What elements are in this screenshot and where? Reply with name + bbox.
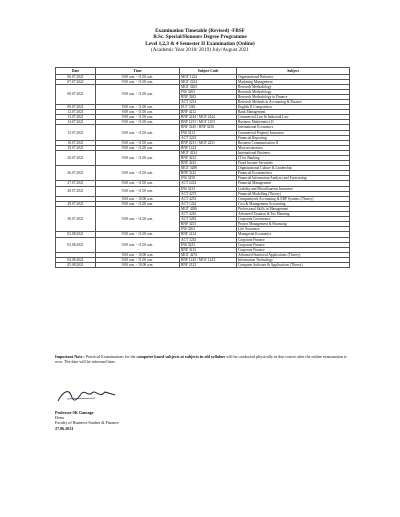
cell-time: 9.00 a.m. - 11.00 a.m. (96, 115, 180, 120)
cell-subject-code: ACT 4253 (180, 196, 237, 201)
cell-time: 9.00 a.m. - 11.00 a.m. (96, 206, 180, 231)
cell-subject-code: ACT 4243 (180, 212, 237, 217)
cell-subject: Macroeconomics (237, 145, 350, 150)
cell-subject: Research Methodology (237, 89, 350, 94)
cell-subject: Business Communication II (237, 140, 350, 145)
cell-subject: Business Mathematics II (237, 120, 350, 125)
cell-subject: Advanced Statistical Applications (Theory) (237, 252, 350, 257)
cell-subject-code: ACT 1224 (180, 201, 237, 206)
header-programme: B.Sc. Special/Honours Degree Programme (153, 34, 247, 41)
table-row (56, 262, 350, 267)
cell-subject: Financial Reporting (237, 135, 350, 140)
cell-time: 9.00 a.m. - 11.00 a.m. (96, 237, 180, 252)
cell-time: 9.00 a.m. - 10.00 a.m. (96, 196, 180, 201)
cell-subject-code: MGT 2224 (180, 79, 237, 84)
cell-subject: Financial Modelling (Theory) (237, 191, 350, 196)
cell-subject: Marketing Management (237, 79, 350, 84)
cell-date: 26.07.2021 (56, 166, 96, 181)
cell-subject-code: MGT 4274 (180, 252, 237, 257)
col-header-code: Subject Code (180, 68, 237, 75)
cell-subject: Cost & Management Accounting (237, 201, 350, 206)
cell-subject-code: ELT 1240 (180, 105, 237, 110)
cell-date: 20.07.2021 (56, 150, 96, 165)
cell-subject: Liability and Miscellaneous Insurance (237, 186, 350, 191)
important-note (55, 354, 355, 365)
cell-subject: Project Management & Financing (237, 222, 350, 227)
cell-subject: Computerized Accounting & ERP Systems (Theory) (237, 196, 350, 201)
cell-subject-code: ACT 3263 (180, 217, 237, 222)
cell-time: 9.00 a.m. - 11.00 a.m. (96, 79, 180, 84)
cell-date: 05.08.2021 (56, 262, 96, 267)
cell-date: 09.07.2021 (56, 105, 96, 110)
cell-date: 30.07.2021 (56, 206, 96, 231)
cell-subject-code: ACT 3214 (180, 99, 237, 104)
cell-subject: Computer Software & Applications (Theory) (237, 262, 350, 267)
cell-subject-code: BNF 1243 / MGT 1243 (180, 257, 237, 262)
cell-subject: Commercial Law & Industrial Law (237, 115, 350, 120)
cell-date: 08.07.2021 (56, 84, 96, 104)
col-header-time: Time (96, 68, 180, 75)
cell-subject: Advanced Taxation & Tax Planning (237, 212, 350, 217)
cell-subject-code: BNF 3253 (180, 222, 237, 227)
cell-subject-code: BNF 3222 (180, 171, 237, 176)
cell-subject: IT for Banking (237, 156, 350, 161)
cell-date: 15.07.2021 (56, 125, 96, 140)
cell-time: 9.00 a.m. - 11.00 a.m. (96, 181, 180, 186)
cell-date: 19.07.2021 (56, 145, 96, 150)
cell-time: 9.00 a.m. - 11.00 a.m. (96, 120, 180, 125)
cell-subject-code: ACT 3223 (180, 135, 237, 140)
signer-name: Professor SK Gamage (55, 410, 94, 415)
cell-subject: Financial Management (237, 181, 350, 186)
cell-time: 9.00 a.m. - 10.00 a.m. (96, 262, 180, 267)
cell-subject-code: BNF 1253 / MGT 1253 (180, 120, 237, 125)
cell-subject-code: INS 3263 (180, 227, 237, 232)
signer-faculty: Faculty of Business Studies & Finance (55, 420, 119, 426)
cell-date: 27.07.2021 (56, 181, 96, 186)
cell-subject-code: BNF 3245 / BNF 3250 (180, 125, 237, 130)
cell-subject: Information Technology (237, 257, 350, 262)
cell-subject: Corporate Finance (237, 237, 350, 242)
cell-subject: Fixed Income Securities (237, 161, 350, 166)
cell-date: 28.07.2021 (56, 186, 96, 196)
cell-date: 06.07.2021 (56, 74, 96, 79)
cell-subject-code: INS 3213 (180, 130, 237, 135)
cell-subject: Organizational Culture & Leadership (237, 166, 350, 171)
document-header (0, 28, 400, 54)
signer-block (55, 410, 119, 431)
header-level: Level 1,2,3 & 4 Semester II Examination (Online) (145, 40, 255, 47)
cell-time: 9.00 a.m. - 11.00 a.m. (96, 84, 180, 104)
cell-subject-code: BNF 3263 (180, 94, 237, 99)
timetable (55, 67, 350, 268)
cell-subject: Professional Skills in Management (237, 206, 350, 211)
cell-subject-code: BNF 3213 (180, 247, 237, 252)
signature-image (55, 385, 125, 407)
col-header-date: Date (56, 68, 96, 75)
cell-time: 9.00 a.m. - 11.00 a.m. (96, 105, 180, 110)
cell-subject: Research Methodology (237, 84, 350, 89)
cell-date: 12.07.2021 (56, 110, 96, 115)
cell-subject-code: INS 3233 (180, 186, 237, 191)
cell-subject-code: BNF 2214 (180, 232, 237, 237)
timetable-body (56, 74, 350, 268)
cell-date: 07.07.2022 (56, 79, 96, 84)
col-header-subject: Subject (237, 68, 350, 75)
cell-subject-code: MGT 4234 (180, 150, 237, 155)
cell-subject-code: BNF 1224 (180, 145, 237, 150)
cell-subject: International Economics (237, 125, 350, 130)
cell-subject-code: MGT 3263 (180, 84, 237, 89)
cell-date: 14.07.2021 (56, 120, 96, 125)
cell-date: 29.07.2021 (56, 201, 96, 206)
note-text-2: will be conducted physically in due course after the online examination is over. The date will be informed later. (55, 354, 347, 365)
cell-subject: Organizational Behavior (237, 74, 350, 79)
cell-subject: Corporate Finance (237, 247, 350, 252)
cell-subject-code: BNF 2231 / MGT 2231 (180, 140, 237, 145)
header-academic-year: (Academic Year 2018/ 2019) July/August 2021 (151, 47, 249, 54)
cell-time: 9.00 a.m. - 11.00 a.m. (96, 186, 180, 196)
cell-subject: Bank Management (237, 110, 350, 115)
note-text-1: Practical Examinations for the (84, 354, 137, 359)
cell-subject-code: INS 3263 (180, 89, 237, 94)
cell-subject: Research Methodology in Finance (237, 94, 350, 99)
cell-time: 9.00 a.m. - 11.00 a.m. (96, 140, 180, 145)
cell-time: 9.00 a.m. - 10.00 a.m. (96, 252, 180, 257)
cell-subject-code: INS 3223 (180, 242, 237, 247)
cell-subject: Life Assurance (237, 227, 350, 232)
cell-subject: Financial Information Analysis and Forecasting (237, 176, 350, 181)
cell-subject-code: MGT 4296 (180, 206, 237, 211)
cell-subject-code: ACT 3233 (180, 237, 237, 242)
cell-time: 9.00 a.m. - 11.00 a.m. (96, 145, 180, 150)
cell-date: 16.07.2021 (56, 140, 96, 145)
cell-subject-code: BNF 2123 (180, 262, 237, 267)
cell-subject-code: BNF 4212 (180, 110, 237, 115)
cell-date: 03.08.2021 (56, 237, 96, 252)
cell-subject: Corporate Finance (237, 242, 350, 247)
cell-subject: Research Methods in Accounting & Finance (237, 99, 350, 104)
cell-date: 02.08.2021 (56, 232, 96, 237)
cell-time: 9.00 a.m. - 11.00 a.m. (96, 150, 180, 165)
cell-subject: Commercial Property Insurance (237, 130, 350, 135)
cell-date: 13.07.2021 (56, 115, 96, 120)
cell-subject: Managerial Economics (237, 232, 350, 237)
note-bold-text: computer based subjects at subjects in old syllabus (136, 354, 226, 359)
cell-subject: Corporate Governance (237, 217, 350, 222)
signer-title: Dean (55, 415, 64, 421)
cell-time: 9.00 a.m. - 11.00 a.m. (96, 232, 180, 237)
cell-time: 9.00 a.m. - 11.00 a.m. (96, 257, 180, 262)
cell-subject-code: BNF 2244 / MGT 2244 (180, 115, 237, 120)
cell-time: 9.00 a.m. - 11.00 a.m. (96, 110, 180, 115)
signer-date: 27.06.2021 (55, 425, 74, 431)
cell-date: 04.08.2021 (56, 257, 96, 262)
cell-subject-code: INS 3250 (180, 176, 237, 181)
cell-time: 9.00 a.m. - 11.00 a.m. (96, 166, 180, 181)
cell-subject-code: ACT 4273 (180, 191, 237, 196)
cell-subject-code: BNF 4242 (180, 161, 237, 166)
header-title: Examination Timetable (Revised) -FBSF (155, 28, 245, 34)
cell-subject-code: BNF 4222 (180, 156, 237, 161)
note-label: Important Note : (55, 354, 85, 359)
cell-time: 9.00 a.m. - 11.00 a.m. (96, 125, 180, 140)
cell-subject: International Business (237, 150, 350, 155)
cell-subject-code: ACT 2224 (180, 181, 237, 186)
cell-subject: English II Composition (237, 105, 350, 110)
cell-subject-code: MGT 1224 (180, 74, 237, 79)
cell-subject: Financial Econometrics (237, 171, 350, 176)
cell-subject-code: MGT 3288 (180, 166, 237, 171)
cell-time: 9.00 a.m. - 11.00 a.m. (96, 74, 180, 79)
cell-time: 9.00 a.m. - 11.00 a.m. (96, 201, 180, 206)
